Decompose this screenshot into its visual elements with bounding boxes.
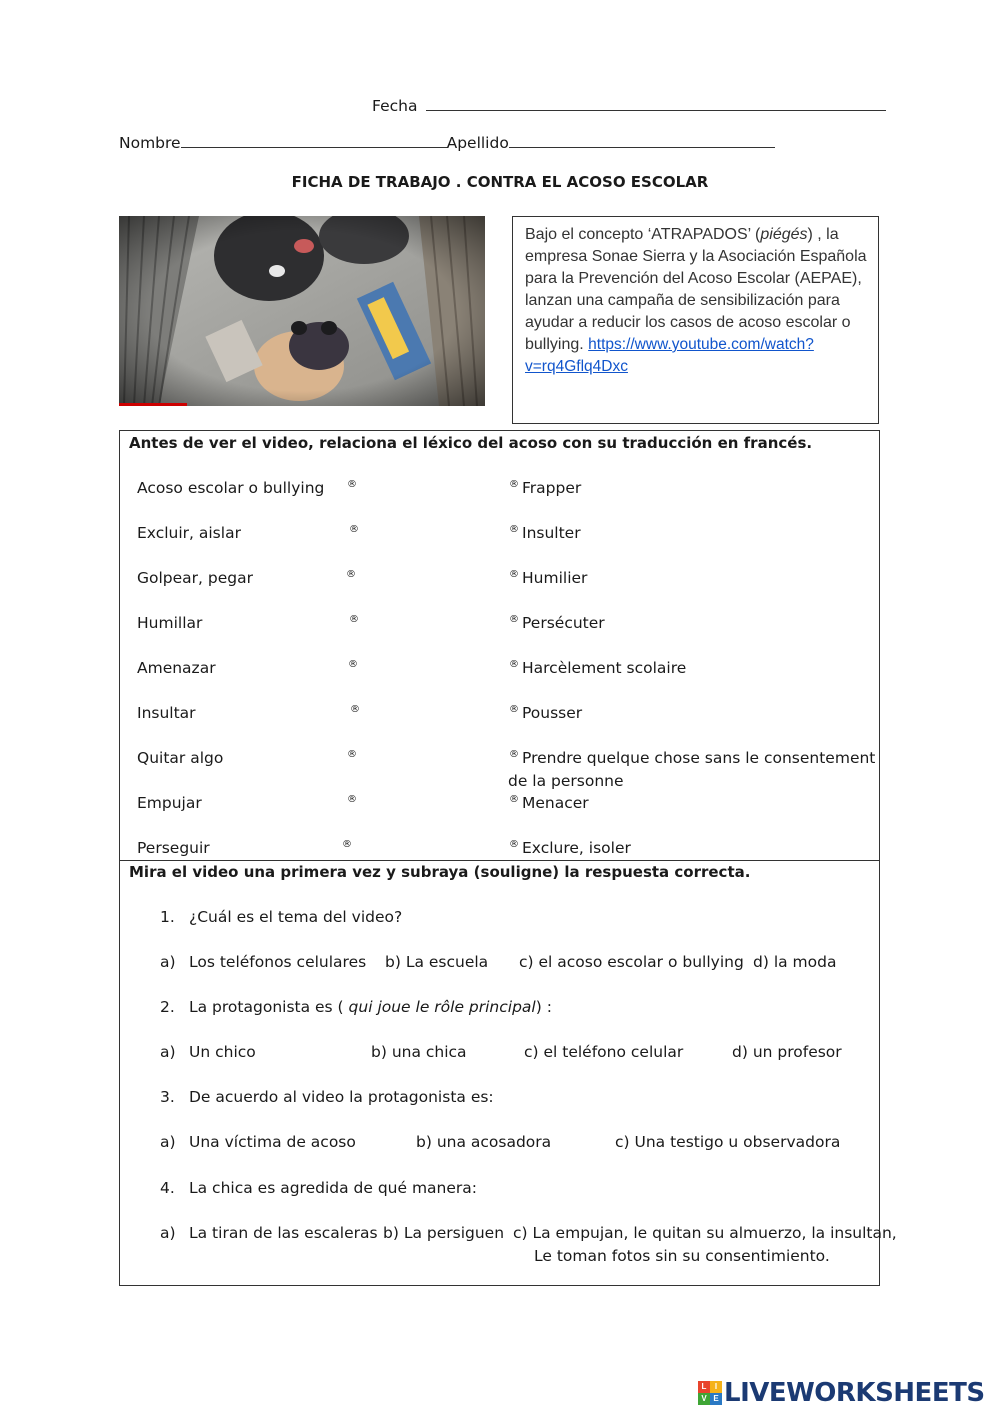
vocab-right-item: Persécuter xyxy=(522,614,605,632)
vocab-right-item: Humilier xyxy=(522,569,588,587)
vocab-right-item: Menacer xyxy=(522,794,589,812)
match-point-left[interactable]: ® xyxy=(349,524,359,535)
match-point-right[interactable]: ® xyxy=(509,479,519,490)
logo-letter: L xyxy=(698,1381,710,1393)
page-title: FICHA DE TRABAJO . CONTRA EL ACOSO ESCOLAR xyxy=(291,173,709,191)
question-text: De acuerdo al video la protagonista es: xyxy=(189,1088,494,1106)
match-point-right[interactable]: ® xyxy=(509,704,519,715)
logo-letter: E xyxy=(710,1393,722,1405)
answer-option[interactable]: c) el acoso escolar o bullying xyxy=(519,953,744,971)
match-point-left[interactable]: ® xyxy=(350,704,360,715)
answer-option-continuation: Le toman fotos sin su consentimiento. xyxy=(534,1247,830,1265)
nombre-line[interactable] xyxy=(181,134,447,148)
match-point-right[interactable]: ® xyxy=(509,749,519,760)
option-label: a) xyxy=(160,1224,176,1242)
info-box xyxy=(512,216,879,424)
quiz-instruction: Mira el video una primera vez y subraya (souligne) la respuesta correcta. xyxy=(129,863,751,881)
apellido-line[interactable] xyxy=(509,134,775,148)
option-label: a) xyxy=(160,1043,176,1061)
info-text-part2: ) , la empresa Sonae Sierra y la Asociación Española para la Prevención del Acoso Escolar (AEPAE), lanzan una campaña de sensibilización para ayudar a reducir los casos de acoso escolar o bullying. xyxy=(525,226,867,353)
answer-option[interactable]: c) el teléfono celular xyxy=(524,1043,684,1061)
liveworksheets-logo xyxy=(698,1378,985,1408)
apellido-label: Apellido xyxy=(446,134,509,152)
match-point-left[interactable]: ® xyxy=(349,614,359,625)
vocab-left-item: Excluir, aislar xyxy=(137,524,241,542)
answer-option[interactable]: d) la moda xyxy=(753,953,837,971)
vocab-right-item: Exclure, isoler xyxy=(522,839,631,857)
question-text: ¿Cuál es el tema del video? xyxy=(189,908,403,926)
answer-option[interactable]: La tiran de las escaleras xyxy=(189,1224,378,1242)
vocab-left-item: Insultar xyxy=(137,704,196,722)
match-point-right[interactable]: ® xyxy=(509,794,519,805)
video-thumbnail xyxy=(119,216,485,406)
vocab-right-item-continuation: de la personne xyxy=(508,772,624,790)
vocab-right-item: Prendre quelque chose sans le consentement xyxy=(522,749,876,767)
question-text-before: La protagonista es ( xyxy=(189,998,349,1016)
vocab-left-item: Quitar algo xyxy=(137,749,224,767)
match-point-left[interactable]: ® xyxy=(346,569,356,580)
question-text: La chica es agredida de qué manera: xyxy=(189,1179,477,1197)
answer-option[interactable]: Un chico xyxy=(189,1043,256,1061)
question-text-after: ) : xyxy=(535,998,552,1016)
answer-option[interactable]: b) una acosadora xyxy=(416,1133,552,1151)
answer-option[interactable]: Los teléfonos celulares xyxy=(189,953,367,971)
option-label: a) xyxy=(160,1133,176,1151)
vocab-left-item: Acoso escolar o bullying xyxy=(137,479,325,497)
match-point-left[interactable]: ® xyxy=(347,794,357,805)
answer-option[interactable]: d) un profesor xyxy=(732,1043,842,1061)
nombre-label: Nombre xyxy=(119,134,181,152)
vocab-right-item: Insulter xyxy=(522,524,581,542)
vocab-left-item: Perseguir xyxy=(137,839,210,857)
fecha-field xyxy=(372,97,886,115)
match-point-right[interactable]: ® xyxy=(509,569,519,580)
match-point-left[interactable]: ® xyxy=(347,479,357,490)
answer-option[interactable]: c) La empujan, le quitan su almuerzo, la insultan, xyxy=(513,1224,897,1242)
vocab-left-item: Humillar xyxy=(137,614,203,632)
answer-option[interactable]: c) Una testigo u observadora xyxy=(615,1133,841,1151)
vocab-right-item: Harcèlement scolaire xyxy=(522,659,687,677)
answer-option[interactable]: b) La persiguen xyxy=(383,1224,505,1242)
question-number: 3. xyxy=(160,1088,175,1106)
info-text xyxy=(525,224,870,378)
match-point-left[interactable]: ® xyxy=(342,839,352,850)
fecha-line[interactable] xyxy=(426,97,886,111)
vocab-instruction: Antes de ver el video, relaciona el léxico del acoso con su traducción en francés. xyxy=(129,434,813,452)
match-point-right[interactable]: ® xyxy=(509,659,519,670)
question-number: 1. xyxy=(160,908,175,926)
question-number: 2. xyxy=(160,998,175,1016)
match-point-right[interactable]: ® xyxy=(509,524,519,535)
question-text-italic: qui joue le rôle principal xyxy=(348,998,536,1016)
quiz-section xyxy=(119,860,897,1286)
name-fields xyxy=(119,134,775,152)
logo-letter: V xyxy=(698,1393,710,1405)
logo-letter: I xyxy=(710,1381,722,1393)
fecha-label: Fecha xyxy=(372,97,418,115)
video-link[interactable]: https://www.youtube.com/watch?v=rq4Gflq4Dxc xyxy=(525,336,814,375)
vocab-section xyxy=(119,430,880,861)
vocab-left-item: Golpear, pegar xyxy=(137,569,253,587)
answer-option[interactable]: Una víctima de acoso xyxy=(189,1133,356,1151)
match-point-right[interactable]: ® xyxy=(509,839,519,850)
answer-option[interactable]: b) La escuela xyxy=(385,953,489,971)
logo-text: LIVEWORKSHEETS xyxy=(724,1378,985,1408)
info-text-italic: piégés xyxy=(760,226,808,243)
vocab-left-item: Empujar xyxy=(137,794,202,812)
question-number: 4. xyxy=(160,1179,175,1197)
match-point-left[interactable]: ® xyxy=(347,749,357,760)
info-text-part1: Bajo el concepto ‘ATRAPADOS’ ( xyxy=(525,226,761,243)
vocab-right-item: Frapper xyxy=(522,479,582,497)
match-point-left[interactable]: ® xyxy=(348,659,358,670)
match-point-right[interactable]: ® xyxy=(509,614,519,625)
question-text xyxy=(189,998,552,1016)
liveworksheets-logo-icon xyxy=(698,1381,722,1405)
answer-option[interactable]: b) una chica xyxy=(371,1043,467,1061)
vocab-right-item: Pousser xyxy=(522,704,583,722)
option-label: a) xyxy=(160,953,176,971)
vocab-left-item: Amenazar xyxy=(137,659,216,677)
